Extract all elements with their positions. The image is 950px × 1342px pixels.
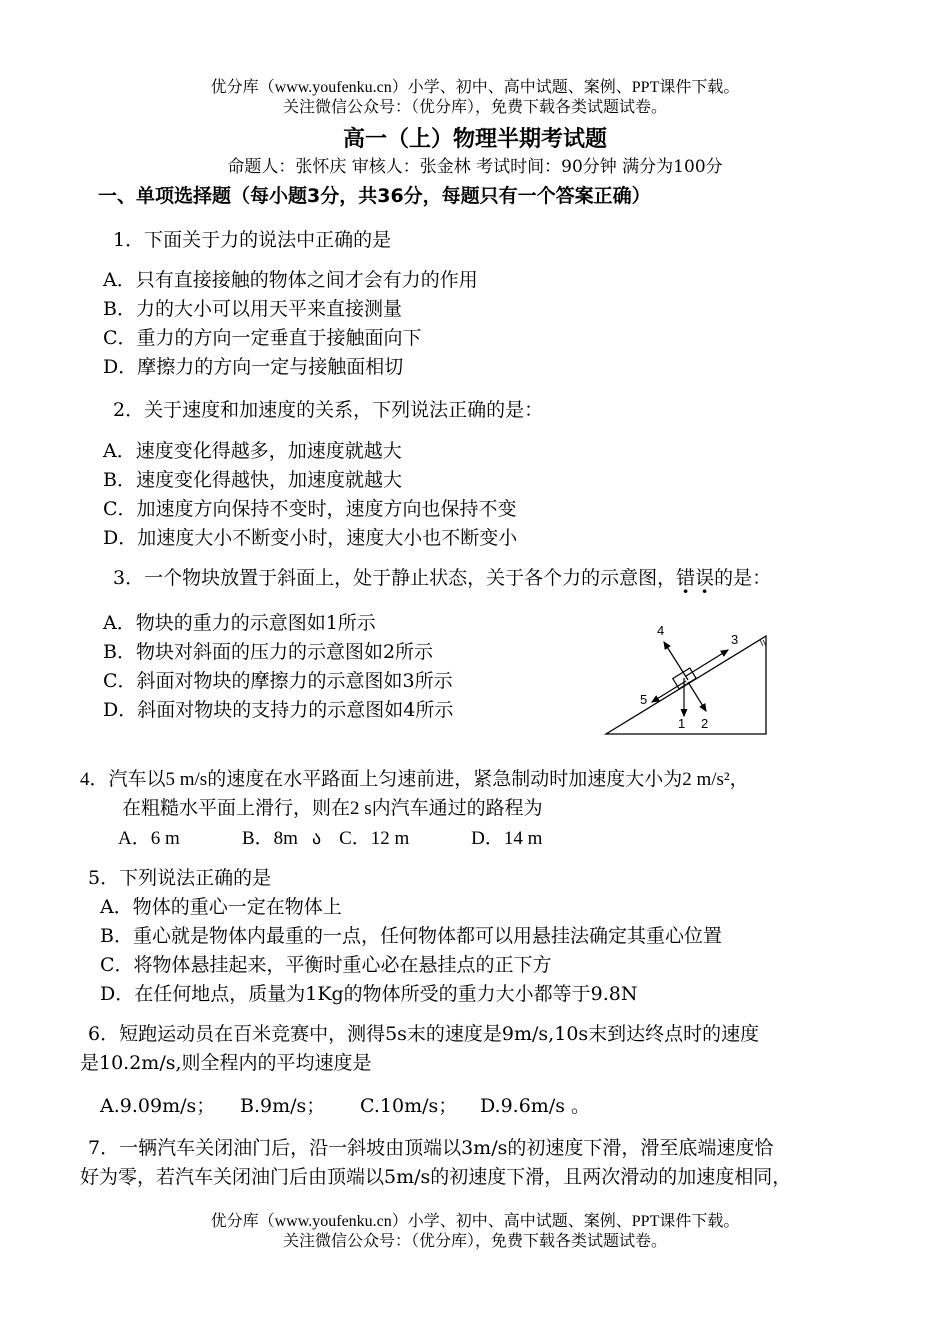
arrow-4 bbox=[664, 642, 688, 680]
arrow-5 bbox=[652, 681, 686, 702]
question-1-option-a: A．只有直接接触的物体之间才会有力的作用 bbox=[103, 269, 478, 291]
question-4-option-b: B．8m bbox=[242, 828, 298, 849]
question-6-stem-2: 是10.2m/s,则全程内的平均速度是 bbox=[80, 1052, 372, 1074]
question-3-stem-pre: 3．一个物块放置于斜面上，处于静止状态，关于各个力的示意图， bbox=[113, 567, 677, 589]
question-6-option-d: D.9.6m/s 。 bbox=[480, 1095, 591, 1117]
question-5-option-a: A．物体的重心一定在物体上 bbox=[100, 896, 342, 918]
question-1-stem: 1．下面关于力的说法中正确的是 bbox=[113, 229, 392, 251]
label-5: 5 bbox=[640, 692, 648, 707]
incline-hatch bbox=[760, 640, 766, 646]
question-7-stem-1: 7．一辆汽车关闭油门后，沿一斜坡由顶端以3m/s的初速度下滑，滑至底端速度恰 bbox=[88, 1137, 774, 1159]
question-4-option-a: A．6 m bbox=[118, 828, 180, 849]
label-4: 4 bbox=[657, 623, 665, 638]
question-3-stem-post: 的是： bbox=[714, 567, 772, 589]
question-5-option-c: C．将物体悬挂起来，平衡时重心必在悬挂点的正下方 bbox=[100, 954, 552, 976]
question-3-option-c: C．斜面对物块的摩擦力的示意图如3所示 bbox=[103, 670, 453, 692]
exam-meta: 命题人：张怀庆 审核人：张金林 考试时间：90分钟 满分为100分 bbox=[227, 157, 723, 177]
question-2-option-a: A．速度变化得越多，加速度就越大 bbox=[103, 440, 402, 462]
question-5-option-b: B．重心就是物体内最重的一点，任何物体都可以用悬挂法确定其重心位置 bbox=[100, 925, 722, 947]
question-4-options bbox=[118, 826, 542, 851]
question-2-stem: 2．关于速度和加速度的关系，下列说法正确的是： bbox=[113, 399, 544, 421]
header-line-1: 优分库（www.youfenku.cn）小学、初中、高中试题、案例、PPT课件下载。 bbox=[210, 79, 740, 96]
question-4-option-d: D．14 m bbox=[471, 828, 543, 849]
emphasis-char-2: 误 bbox=[695, 567, 715, 589]
question-3-stem bbox=[113, 566, 771, 590]
question-4-option-c: C．12 m bbox=[339, 828, 410, 849]
emphasis-char-1: 错 bbox=[676, 567, 696, 589]
question-3-option-a: A．物块的重力的示意图如1所示 bbox=[103, 612, 376, 634]
question-2-option-d: D．加速度大小不断变小时，速度大小也不断变小 bbox=[103, 527, 518, 549]
arrow-2 bbox=[688, 682, 706, 711]
label-2: 2 bbox=[701, 716, 709, 731]
question-4-stem-1: 4．汽车以5 m/s的速度在水平路面上匀速前进，紧急制动时加速度大小为2 m/s²， bbox=[80, 769, 749, 790]
question-1-option-b: B．力的大小可以用天平来直接测量 bbox=[103, 298, 402, 320]
incline-force-diagram bbox=[600, 618, 775, 740]
question-5-stem: 5．下列说法正确的是 bbox=[88, 867, 272, 889]
question-1-option-d: D．摩擦力的方向一定与接触面相切 bbox=[103, 356, 404, 378]
question-2-option-b: B．速度变化得越快，加速度就越大 bbox=[103, 469, 402, 491]
section-heading: 一、单项选择题（每小题3分，共36分，每题只有一个答案正确） bbox=[98, 185, 651, 207]
question-6-options bbox=[100, 1094, 590, 1118]
question-2-option-c: C．加速度方向保持不变时，速度方向也保持不变 bbox=[103, 498, 517, 520]
footer-line-2: 关注微信公众号：（优分库），免费下载各类试题试卷。 bbox=[282, 1233, 667, 1250]
question-7-stem-2: 好为零，若汽车关闭油门后由顶端以5m/s的初速度下滑，且两次滑动的加速度相同， bbox=[80, 1166, 792, 1188]
question-1-option-c: C．重力的方向一定垂直于接触面向下 bbox=[103, 327, 422, 349]
header-line-2: 关注微信公众号：（优分库），免费下载各类试题试卷。 bbox=[282, 99, 667, 116]
label-3: 3 bbox=[731, 632, 739, 647]
page-title: 高一（上）物理半期考试题 bbox=[342, 127, 607, 152]
question-5-option-d: D．在任何地点，质量为1Kg的物体所受的重力大小都等于9.8N bbox=[100, 983, 638, 1005]
question-3-option-b: B．物块对斜面的压力的示意图如2所示 bbox=[103, 641, 434, 663]
question-6-option-b: B.9m/s； bbox=[240, 1095, 326, 1117]
question-6-option-a: A.9.09m/s； bbox=[100, 1095, 216, 1117]
question-6-option-c: C.10m/s； bbox=[360, 1095, 458, 1117]
footer-line-1: 优分库（www.youfenku.cn）小学、初中、高中试题、案例、PPT课件下载。 bbox=[210, 1213, 740, 1230]
scribble-icon: ა bbox=[311, 828, 322, 848]
question-6-stem-1: 6．短跑运动员在百米竞赛中，测得5s末的速度是9m/s,10s末到达终点时的速度 bbox=[88, 1023, 760, 1045]
label-1: 1 bbox=[678, 716, 686, 731]
question-3-option-d: D．斜面对物块的支持力的示意图如4所示 bbox=[103, 699, 454, 721]
question-4-stem-2: 在粗糙水平面上滑行，则在2 s内汽车通过的路程为 bbox=[122, 798, 543, 819]
